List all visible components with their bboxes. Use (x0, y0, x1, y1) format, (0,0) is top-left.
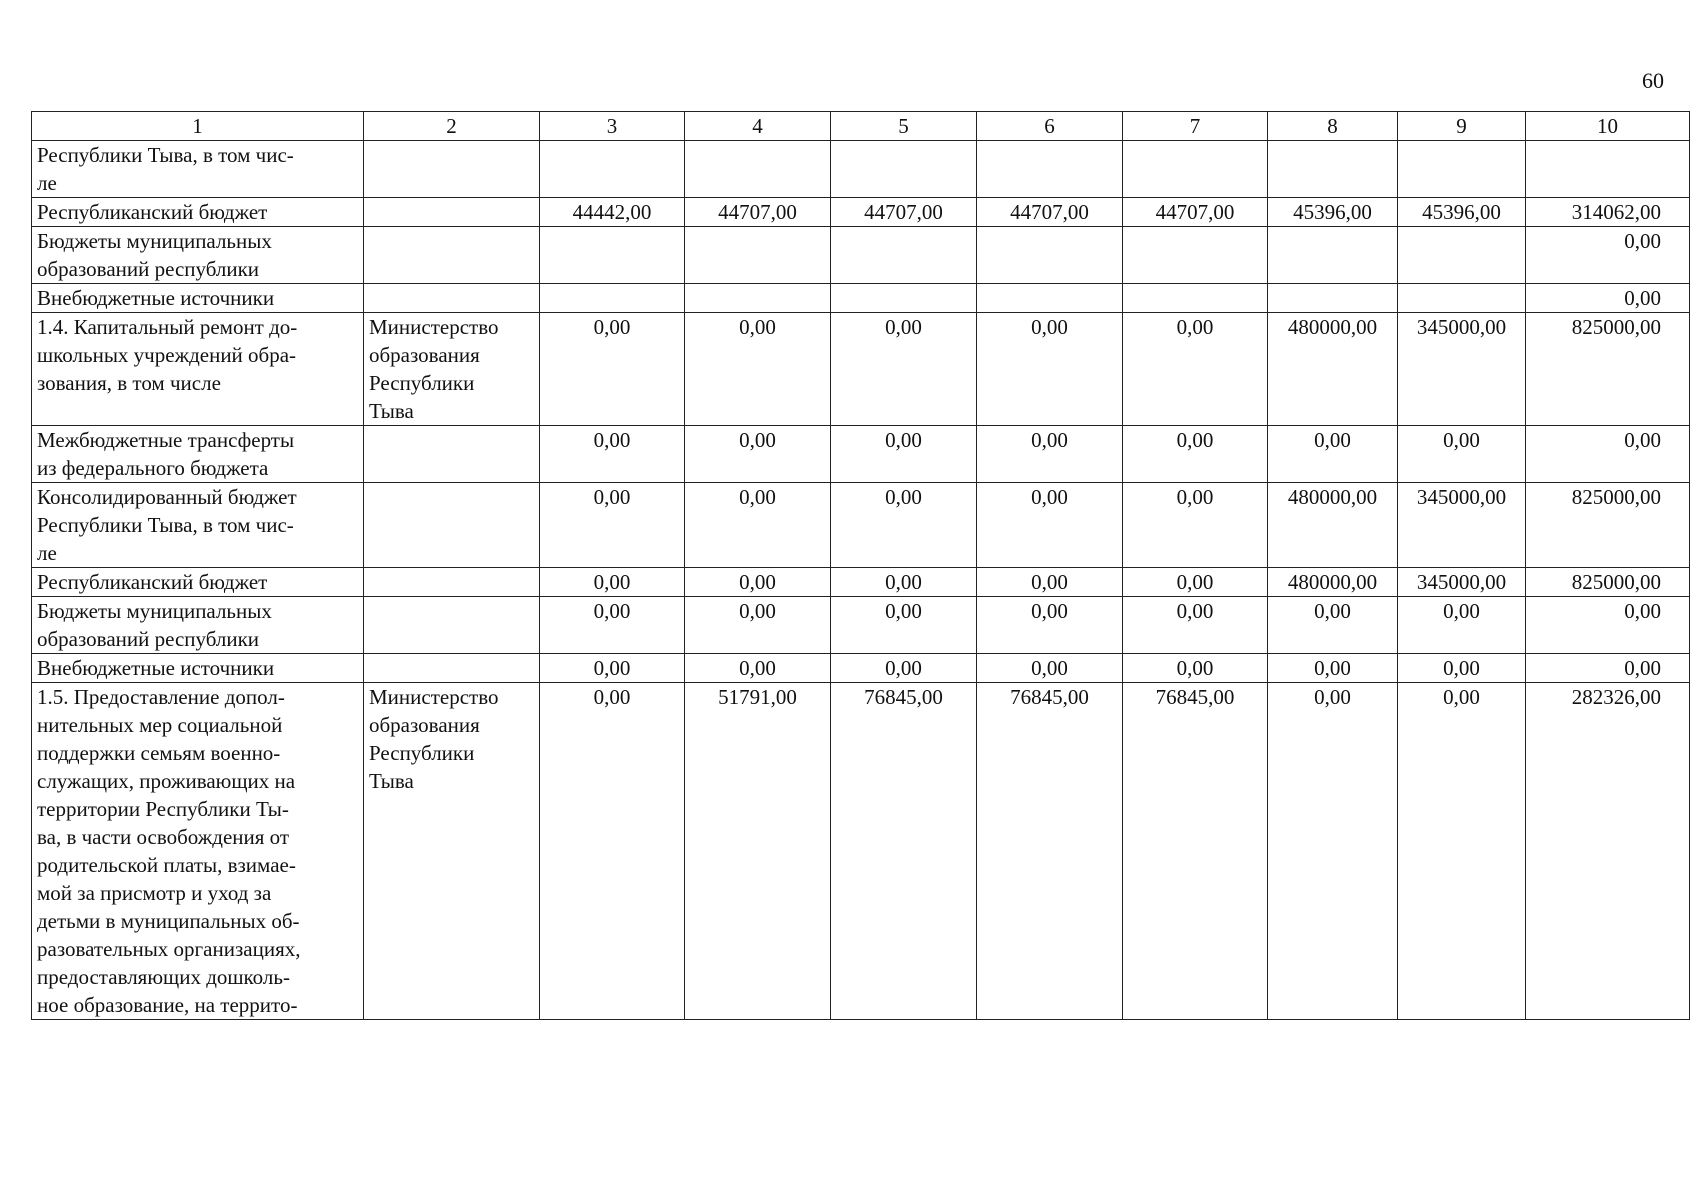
column-header: 1 (32, 112, 364, 141)
row-year-value: 0,00 (1123, 313, 1268, 426)
table-row (32, 654, 1690, 683)
row-year-value: 480000,00 (1268, 483, 1398, 568)
row-year-value: 0,00 (831, 597, 977, 654)
row-year-value: 0,00 (685, 654, 831, 683)
row-year-value: 345000,00 (1398, 568, 1526, 597)
row-year-value: 0,00 (685, 426, 831, 483)
row-year-value (540, 227, 685, 284)
table-header-row (32, 112, 1690, 141)
row-total-value: 314062,00 (1526, 198, 1690, 227)
row-name: Межбюджетные трансферты из федерального бюджета (32, 426, 364, 483)
row-year-value: 0,00 (1398, 426, 1526, 483)
row-year-value: 0,00 (977, 313, 1123, 426)
row-name: Консолидированный бюджет Республики Тыва, в том чис- ле (32, 483, 364, 568)
table-row (32, 597, 1690, 654)
row-year-value: 0,00 (1123, 654, 1268, 683)
row-year-value: 345000,00 (1398, 313, 1526, 426)
row-year-value: 44707,00 (977, 198, 1123, 227)
row-year-value: 0,00 (831, 313, 977, 426)
row-total-value: 825000,00 (1526, 483, 1690, 568)
column-header: 6 (977, 112, 1123, 141)
table-row (32, 426, 1690, 483)
row-total-value: 0,00 (1526, 284, 1690, 313)
row-year-value: 0,00 (831, 426, 977, 483)
row-year-value (1268, 227, 1398, 284)
table-row (32, 483, 1690, 568)
row-year-value: 76845,00 (831, 683, 977, 1020)
row-year-value (977, 141, 1123, 198)
row-year-value: 345000,00 (1398, 483, 1526, 568)
row-responsible (364, 227, 540, 284)
row-year-value: 0,00 (1268, 426, 1398, 483)
table-row (32, 198, 1690, 227)
row-name: Бюджеты муниципальных образований республики (32, 227, 364, 284)
row-year-value: 0,00 (1123, 597, 1268, 654)
column-header: 9 (1398, 112, 1526, 141)
row-total-value: 825000,00 (1526, 313, 1690, 426)
row-year-value: 0,00 (540, 683, 685, 1020)
row-year-value (977, 227, 1123, 284)
column-header: 3 (540, 112, 685, 141)
column-header: 10 (1526, 112, 1690, 141)
row-name: Республики Тыва, в том чис- ле (32, 141, 364, 198)
row-year-value: 0,00 (831, 568, 977, 597)
table-row (32, 683, 1690, 1020)
row-year-value (1123, 141, 1268, 198)
row-year-value (831, 227, 977, 284)
row-name: 1.5. Предоставление допол- нительных мер социальной поддержки семьям военно- служащих, проживающих на территории Республики Ты- ва, в части освобождения от родительской платы, взимае- мой за присмотр и уход за детьми в муниципальных об- разовательных организациях, предоставляющих дошколь- ное образование, на террито- (32, 683, 364, 1020)
row-year-value (685, 227, 831, 284)
row-year-value: 480000,00 (1268, 568, 1398, 597)
column-header: 7 (1123, 112, 1268, 141)
row-year-value: 0,00 (685, 568, 831, 597)
row-year-value: 45396,00 (1268, 198, 1398, 227)
budget-table (31, 111, 1690, 1020)
row-year-value: 51791,00 (685, 683, 831, 1020)
row-year-value: 0,00 (977, 654, 1123, 683)
row-year-value (1268, 284, 1398, 313)
row-name: Бюджеты муниципальных образований республики (32, 597, 364, 654)
row-year-value: 0,00 (977, 568, 1123, 597)
row-year-value: 0,00 (1123, 426, 1268, 483)
row-name: Внебюджетные источники (32, 284, 364, 313)
row-year-value: 76845,00 (977, 683, 1123, 1020)
column-header: 5 (831, 112, 977, 141)
table-row (32, 141, 1690, 198)
row-year-value: 0,00 (1268, 654, 1398, 683)
row-responsible (364, 284, 540, 313)
table-row (32, 284, 1690, 313)
row-year-value: 0,00 (685, 597, 831, 654)
row-total-value: 825000,00 (1526, 568, 1690, 597)
row-responsible (364, 426, 540, 483)
row-year-value (1398, 227, 1526, 284)
row-year-value: 0,00 (1398, 654, 1526, 683)
row-year-value (1268, 141, 1398, 198)
row-year-value: 0,00 (1123, 483, 1268, 568)
row-responsible (364, 597, 540, 654)
row-year-value: 0,00 (1268, 683, 1398, 1020)
row-year-value (1123, 284, 1268, 313)
row-name: Республиканский бюджет (32, 568, 364, 597)
row-responsible (364, 483, 540, 568)
row-year-value (831, 284, 977, 313)
row-year-value (685, 141, 831, 198)
row-year-value (685, 284, 831, 313)
row-year-value: 0,00 (540, 483, 685, 568)
column-header: 4 (685, 112, 831, 141)
row-year-value (540, 141, 685, 198)
row-year-value: 0,00 (685, 313, 831, 426)
row-year-value (540, 284, 685, 313)
row-responsible (364, 568, 540, 597)
row-total-value: 0,00 (1526, 597, 1690, 654)
row-year-value: 76845,00 (1123, 683, 1268, 1020)
row-year-value (1123, 227, 1268, 284)
row-total-value (1526, 141, 1690, 198)
row-year-value: 0,00 (540, 654, 685, 683)
column-header: 2 (364, 112, 540, 141)
row-name: Республиканский бюджет (32, 198, 364, 227)
row-responsible (364, 141, 540, 198)
table-row (32, 313, 1690, 426)
row-year-value: 44707,00 (831, 198, 977, 227)
row-year-value (1398, 284, 1526, 313)
table-row (32, 568, 1690, 597)
row-year-value: 0,00 (540, 313, 685, 426)
row-responsible: Министерство образования Республики Тыва (364, 313, 540, 426)
row-year-value: 0,00 (540, 426, 685, 483)
row-year-value: 0,00 (831, 654, 977, 683)
row-responsible: Министерство образования Республики Тыва (364, 683, 540, 1020)
row-year-value: 0,00 (685, 483, 831, 568)
page-number: 60 (1642, 68, 1664, 93)
row-total-value: 0,00 (1526, 654, 1690, 683)
row-year-value: 0,00 (1268, 597, 1398, 654)
row-year-value: 480000,00 (1268, 313, 1398, 426)
row-year-value: 45396,00 (1398, 198, 1526, 227)
row-name: Внебюджетные источники (32, 654, 364, 683)
table-row (32, 227, 1690, 284)
row-year-value: 44707,00 (1123, 198, 1268, 227)
row-year-value: 0,00 (977, 426, 1123, 483)
row-year-value (977, 284, 1123, 313)
row-year-value (831, 141, 977, 198)
row-total-value: 282326,00 (1526, 683, 1690, 1020)
row-total-value: 0,00 (1526, 426, 1690, 483)
row-year-value (1398, 141, 1526, 198)
row-total-value: 0,00 (1526, 227, 1690, 284)
row-year-value: 0,00 (1123, 568, 1268, 597)
row-year-value: 44707,00 (685, 198, 831, 227)
row-year-value: 0,00 (831, 483, 977, 568)
row-year-value: 0,00 (1398, 597, 1526, 654)
row-year-value: 0,00 (540, 568, 685, 597)
row-year-value: 0,00 (977, 597, 1123, 654)
row-name: 1.4. Капитальный ремонт до- школьных учреждений обра- зования, в том числе (32, 313, 364, 426)
row-year-value: 0,00 (977, 483, 1123, 568)
row-responsible (364, 198, 540, 227)
row-responsible (364, 654, 540, 683)
column-header: 8 (1268, 112, 1398, 141)
row-year-value: 0,00 (1398, 683, 1526, 1020)
row-year-value: 0,00 (540, 597, 685, 654)
row-year-value: 44442,00 (540, 198, 685, 227)
